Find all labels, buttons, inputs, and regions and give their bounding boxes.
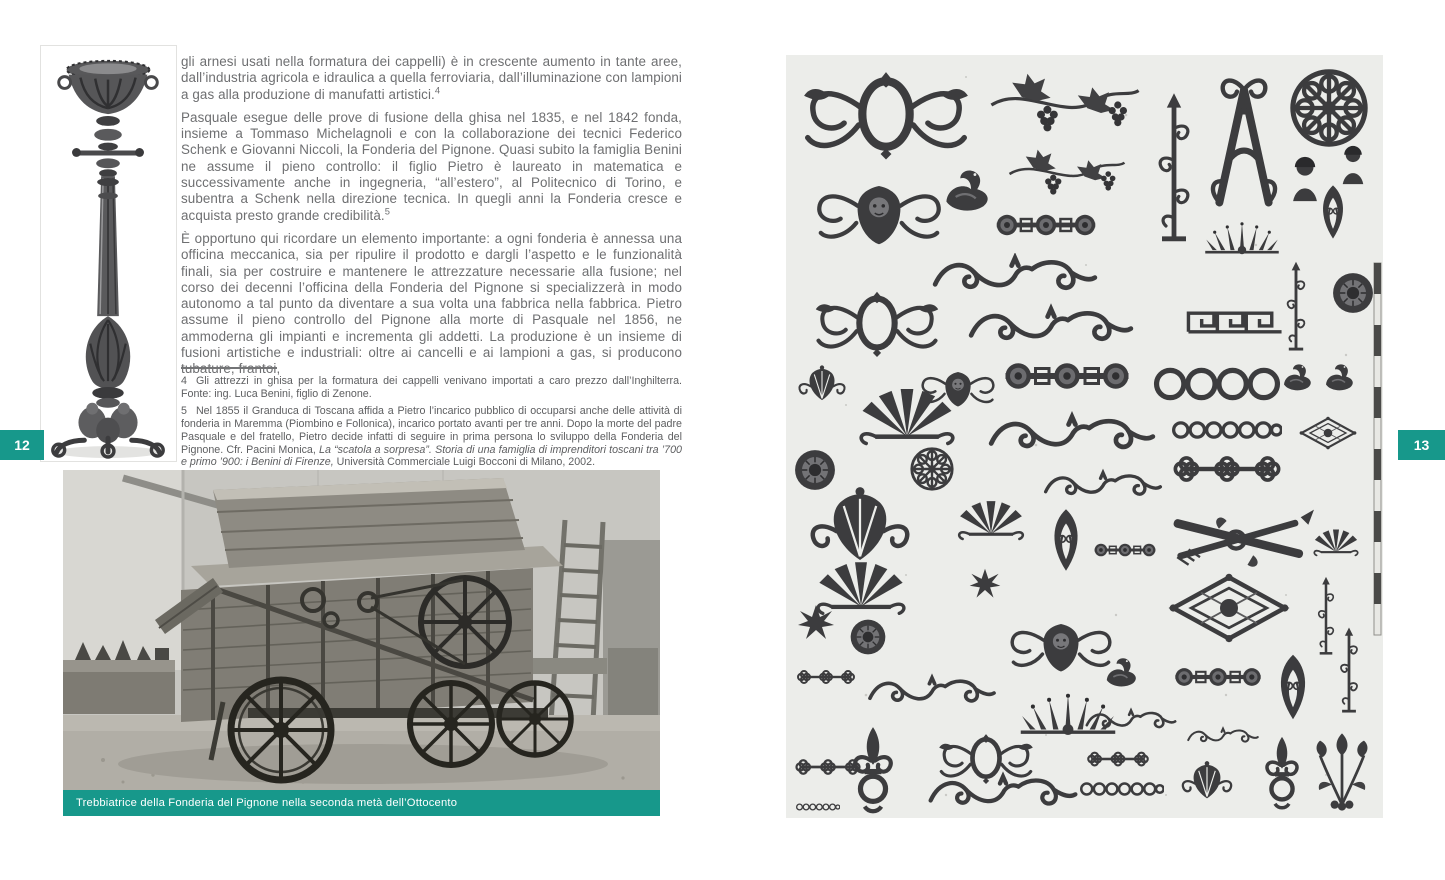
ornament-piece	[1012, 624, 1110, 672]
footnote-number: 4	[181, 375, 187, 387]
footnote-divider	[181, 367, 277, 369]
paragraph	[181, 110, 682, 224]
ornament-piece	[1188, 729, 1258, 742]
ornament-piece	[997, 215, 1095, 235]
ornament-piece	[991, 417, 1153, 447]
ornament-piece	[959, 501, 1023, 539]
ornament-piece	[1333, 273, 1373, 313]
ornament-piece	[797, 804, 840, 810]
ornament-piece	[970, 569, 1001, 598]
paragraph	[181, 231, 682, 378]
ornament-piece	[1288, 262, 1305, 349]
paragraph-text: gli arnesi usati nella formatura dei cappelli) è in crescente aumento in tante aree, dall’industria agricola e idraulica a quella ferroviaria, dall’illuminazione con lampioni a gas alla produzione di manufatti artistici.	[181, 54, 682, 102]
photo-caption: Trebbiatrice della Fonderia del Pignone nella seconda metà dell’Ottocento	[63, 790, 660, 816]
footnote-text: Università Commerciale Luigi Bocconi di Milano, 2002.	[333, 456, 596, 469]
body-text-column	[181, 54, 682, 385]
paragraph	[181, 54, 682, 103]
page-number-left: 12	[0, 430, 44, 460]
ornament-piece	[1157, 370, 1278, 397]
ornament-piece	[1317, 733, 1368, 810]
ornament-piece	[1343, 146, 1364, 184]
footnote-number: 5	[181, 404, 187, 417]
ornament-piece	[1175, 668, 1260, 686]
ornament-piece	[795, 450, 835, 490]
page-number-right: 13	[1398, 430, 1445, 460]
footnote-4	[181, 375, 682, 401]
ornament-piece	[799, 365, 844, 400]
candelabra-illustration	[41, 46, 176, 461]
ornament-piece	[855, 727, 891, 811]
footnote-text: Nel 1855 il Granduca di Toscana affida a Pietro l’incarico pubblico di occuparsi anche delle attività di fonderia in Maremma (Piombino e Follonica), incarico portato avanti per tre anni. Dopo la morte del padre Pasquale e del fratello, Pietro decide infatti di seguire in prima persona lo sviluppo della Fonderia del Pignone. Cfr. Pacini Monica,	[181, 404, 682, 456]
ornament-piece	[1293, 157, 1317, 201]
ornament-piece	[1054, 509, 1077, 571]
ornament-piece	[1183, 761, 1231, 798]
ornament-piece	[1088, 753, 1148, 766]
ornament-piece	[1107, 658, 1136, 686]
footnote-ref: 4	[434, 85, 441, 96]
ornament-piece	[798, 605, 834, 639]
ornament-plate-illustration	[786, 55, 1383, 818]
ornament-piece	[1267, 737, 1297, 808]
ornament-piece	[1293, 72, 1365, 144]
ornament-piece	[939, 734, 1033, 784]
footnote-ref: 5	[384, 206, 391, 217]
ornament-piece	[819, 186, 938, 244]
ornament-piece	[1006, 363, 1129, 389]
ornament-piece	[1160, 93, 1188, 239]
footnote-citation-title: La “scatola a sorpresa”. Storia di una famiglia di imprenditori toscani tra ’700 e primo ’900: i Benini di Firenze,	[181, 443, 682, 469]
footnote-text: Gli attrezzi in ghisa per la formatura dei cappelli venivano importati a caro prezzo dall’Inghilterra. Fonte: ing. Luca Benini, figlio di Zenone.	[181, 375, 682, 400]
ornament-piece	[935, 258, 1095, 288]
ornament-piece	[1173, 510, 1314, 567]
ornament-piece	[912, 449, 952, 489]
ornament-piece	[1341, 627, 1357, 711]
ornament-piece	[1213, 81, 1275, 203]
ornament-piece	[816, 292, 938, 357]
ornament-piece	[797, 760, 860, 774]
ornament-piece	[1319, 577, 1334, 653]
ornament-piece	[1284, 364, 1311, 390]
ornament-piece	[813, 487, 908, 560]
ornament-piece	[1175, 458, 1278, 480]
ornament-piece	[1326, 364, 1353, 390]
ornament-piece	[1095, 544, 1156, 557]
ornament-piece	[818, 562, 904, 613]
paragraph-text: Pasquale esegue delle prove di fusione della ghisa nel 1835, e nel 1842 fonda, insieme a Tommaso Michelagnoli e con la collaborazione dei tecnici Federico Schenk e Giovanni Niccoli, la Fonderia del Pignone. Quasi subito la famiglia Benini ne assume il pieno controllo: il figlio Pietro è laureato in matematica e successivamente anche in ingegneria, “all’estero”, al Politecnico di Torino, e subentra a Schenk nella direzione tecnica. In quegli anni la Fonderia cresce e acquista presto grande credibilità.	[181, 109, 682, 223]
ornament-piece	[1314, 530, 1357, 556]
ornament-piece	[798, 671, 854, 683]
ornament-piece	[991, 74, 1138, 132]
footnotes	[181, 375, 682, 473]
ornament-piece	[1174, 423, 1282, 437]
ornament-piece	[1010, 150, 1125, 195]
ornament-piece	[1188, 313, 1281, 332]
candelabra-photo	[40, 45, 177, 462]
ornament-piece	[1170, 574, 1289, 642]
paragraph-text: È opportuno qui ricordare un elemento importante: a ogni fonderia è annessa una officina meccanica, sia per ripulire il prodotto e dargli l’aspetto e le funzionalità finali, sia per costruire e mantenere le attrezzature necessarie alla fusione; nel corso dei decenni l’officina della Fonderia del Pignone si specializzerà in modo autonomo a tal punto da diventare a sua volta una fabbrica nella fabbrica. Pietro assume il pieno controllo del Pignone alla morte di Pasquale nel 1856, ne ammoderna gli impianti e incrementa gli addetti. La produzione è un insieme di fusioni artistiche e industriali: oltre ai cancelli e ai lampioni a gas, si producono tubature, frantoi,	[181, 230, 682, 377]
footnote-5	[181, 405, 682, 470]
trebbiatrice-illustration	[63, 470, 660, 790]
ornament-piece	[870, 678, 994, 701]
ornament-catalog-plate	[786, 55, 1383, 818]
ornament-piece	[931, 777, 1076, 804]
ornament-piece	[1323, 185, 1343, 238]
scale-bar	[1374, 263, 1381, 635]
ornament-piece	[1281, 655, 1305, 719]
ornament-piece	[804, 72, 968, 159]
trebbiatrice-photo	[63, 470, 660, 790]
ornament-piece	[1205, 222, 1279, 254]
ornament-piece	[946, 171, 987, 211]
ornament-piece	[923, 372, 994, 406]
ornament-piece	[861, 389, 953, 443]
ornament-piece	[1300, 417, 1357, 450]
ornament-piece	[1046, 473, 1161, 494]
ornament-piece	[1081, 784, 1163, 795]
ornament-piece	[971, 309, 1131, 339]
ornament-piece	[851, 620, 886, 655]
